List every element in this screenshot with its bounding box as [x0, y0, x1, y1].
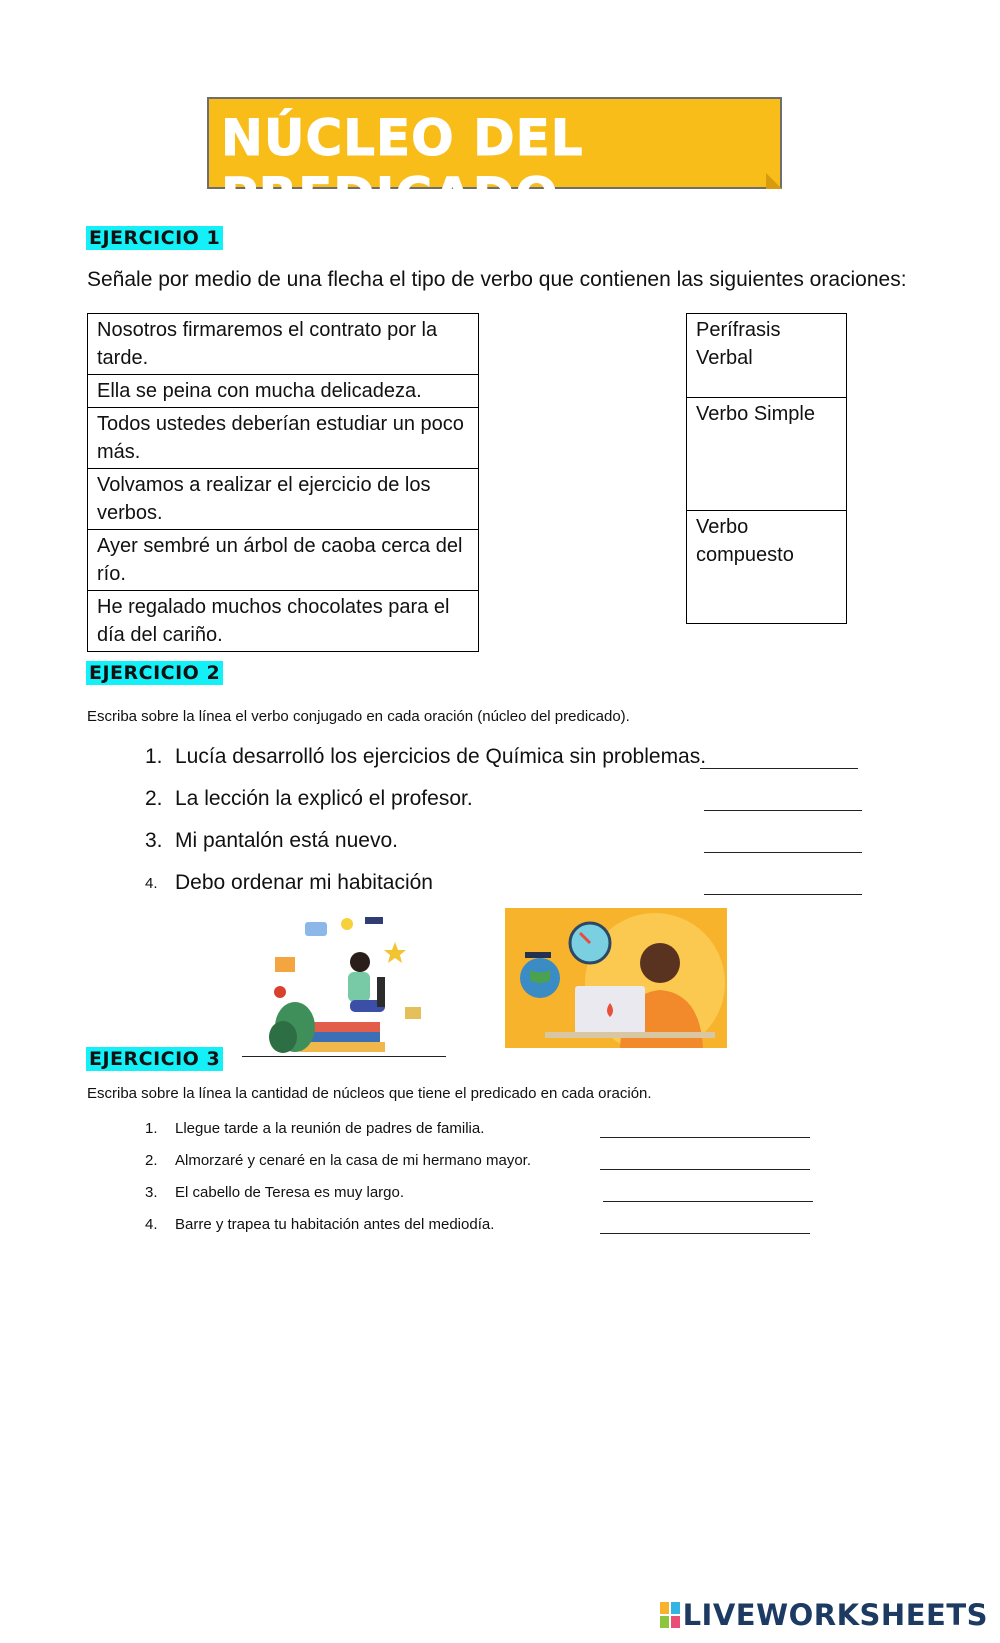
item-number: 3.: [145, 829, 163, 852]
answer-line[interactable]: [600, 1233, 810, 1234]
item-number: 1.: [145, 1120, 158, 1137]
sentences-table: [87, 313, 479, 652]
item-text: Debo ordenar mi habitación: [175, 871, 433, 894]
verb-type-cell[interactable]: Verbo compuesto: [687, 511, 847, 624]
sentence-cell[interactable]: Todos ustedes deberían estudiar un poco más.: [88, 408, 479, 469]
exercise-3-item: [145, 1216, 494, 1233]
answer-line[interactable]: [704, 810, 862, 811]
lightbulb-icon: [341, 918, 353, 930]
item-text: Mi pantalón está nuevo.: [175, 829, 398, 852]
book-icon: [300, 1042, 385, 1052]
sentence-cell[interactable]: Nosotros firmaremos el contrato por la tarde.: [88, 314, 479, 375]
item-number: 2.: [145, 787, 163, 810]
answer-line[interactable]: [600, 1137, 810, 1138]
exercise-2-heading: EJERCICIO 2: [86, 661, 223, 685]
exercise-3-item: [145, 1152, 531, 1169]
item-text: Lucía desarrolló los ejercicios de Química sin problemas.: [175, 745, 707, 768]
star-icon: [384, 942, 406, 963]
item-text: Barre y trapea tu habitación antes del mediodía.: [175, 1216, 495, 1233]
answer-line[interactable]: [242, 1056, 446, 1057]
answer-line[interactable]: [700, 768, 858, 769]
item-number: 4.: [145, 875, 158, 892]
sentence-cell[interactable]: Volvamos a realizar el ejercicio de los verbos.: [88, 469, 479, 530]
item-number: 3.: [145, 1184, 158, 1201]
answer-line[interactable]: [704, 894, 862, 895]
person-head-icon: [350, 952, 370, 972]
exercise-2-instruction: Escriba sobre la línea el verbo conjugado en cada oración (núcleo del predicado).: [87, 708, 630, 725]
verb-types-table: [686, 313, 847, 624]
sentence-cell[interactable]: He regalado muchos chocolates para el día del cariño.: [88, 591, 479, 652]
title-banner: [207, 97, 782, 225]
exercise-3-item: [145, 1184, 404, 1201]
student-laptop-illustration: [265, 912, 445, 1062]
sentence-cell[interactable]: Ella se peina con mucha delicadeza.: [88, 375, 479, 408]
sentence-cell[interactable]: Ayer sembré un árbol de caoba cerca del río.: [88, 530, 479, 591]
item-number: 2.: [145, 1152, 158, 1169]
email-icon: [305, 922, 327, 936]
graduation-cap-icon: [525, 952, 551, 958]
item-text: La lección la explicó el profesor.: [175, 787, 473, 810]
exercise-2-item: [145, 871, 433, 895]
person-head-icon: [640, 943, 680, 983]
exercise-1-instruction: Señale por medio de una flecha el tipo de verbo que contienen las siguientes oraciones:: [87, 268, 907, 291]
item-text: Almorzaré y cenaré en la casa de mi hermano mayor.: [175, 1152, 531, 1169]
paper-icon: [405, 1007, 421, 1019]
answer-line[interactable]: [603, 1201, 813, 1202]
verb-type-cell[interactable]: Perífrasis Verbal: [687, 314, 847, 398]
book-icon: [305, 1032, 380, 1042]
answer-line[interactable]: [600, 1169, 810, 1170]
item-text: El cabello de Teresa es muy largo.: [175, 1184, 405, 1201]
exercise-1-heading: EJERCICIO 1: [86, 226, 223, 250]
exercise-3-item: [145, 1120, 484, 1137]
exercise-2-item: [145, 745, 706, 769]
graduation-cap-icon: [365, 917, 383, 924]
verb-type-cell[interactable]: Verbo Simple: [687, 398, 847, 511]
answer-line[interactable]: [704, 852, 862, 853]
exercise-3-instruction: Escriba sobre la línea la cantidad de núcleos que tiene el predicado en cada oración.: [87, 1085, 652, 1102]
liveworksheets-logo: [660, 1598, 988, 1632]
item-number: 4.: [145, 1216, 158, 1233]
banner-fold: [766, 173, 782, 189]
apple-icon: [274, 986, 286, 998]
person-body-icon: [348, 972, 370, 1002]
man-laptop-illustration: [505, 908, 727, 1048]
plant-icon: [269, 1021, 297, 1053]
exercise-2-item: [145, 829, 398, 853]
exercise-2-item: [145, 787, 473, 811]
item-text: Llegue tarde a la reunión de padres de familia.: [175, 1120, 485, 1137]
laptop-icon: [377, 977, 385, 1007]
logo-wordmark: LIVEWORKSHEETS: [682, 1598, 988, 1632]
page-title: NÚCLEO DEL PREDICADO: [221, 109, 584, 225]
item-number: 1.: [145, 745, 163, 768]
folder-icon: [275, 957, 295, 972]
logo-mark-icon: [660, 1602, 680, 1628]
exercise-3-heading: EJERCICIO 3: [86, 1047, 223, 1071]
